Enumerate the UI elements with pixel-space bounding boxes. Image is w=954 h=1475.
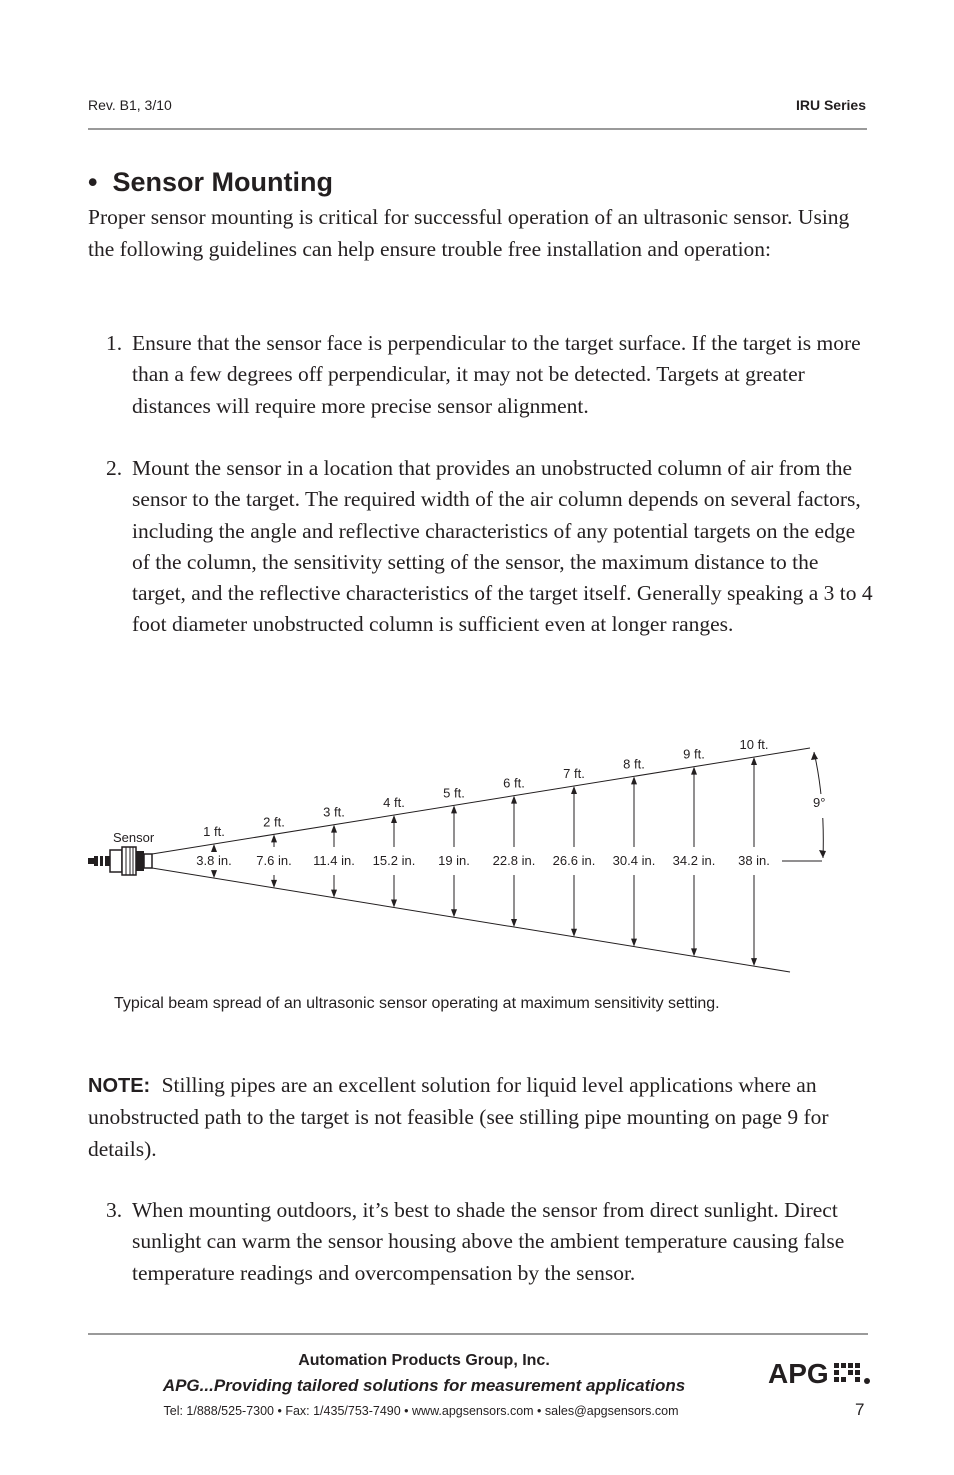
spread-label: 38 in. — [738, 853, 770, 868]
arrowhead-down — [211, 870, 217, 878]
page-number: 7 — [855, 1400, 865, 1419]
distance-label: 10 ft. — [739, 737, 769, 753]
arrowhead-down — [391, 899, 397, 907]
series-label: IRU Series — [795, 97, 866, 113]
company-name: Automation Products Group, Inc. — [298, 1352, 550, 1369]
distance-label: 9 ft. — [683, 746, 705, 762]
arrowhead-up — [571, 786, 577, 794]
note-paragraph — [88, 1070, 878, 1165]
angle-arrow-top — [811, 752, 818, 760]
arrowhead-up — [331, 825, 337, 833]
list-item-text: When mounting outdoors, it’s best to shade the sensor from direct sunlight. Direct sunlight can warm the sensor housing above the ambient temperature causing false temperature readings and overcompensation by the sensor. — [132, 1198, 845, 1285]
arrowhead-down — [331, 890, 337, 898]
arrowhead-up — [751, 757, 757, 765]
distance-label: 4 ft. — [383, 795, 405, 811]
arrowhead-up — [211, 844, 217, 852]
spread-label: 7.6 in. — [256, 853, 292, 868]
logo-grid-mark — [834, 1363, 870, 1384]
arrowhead-down — [751, 958, 757, 966]
arrowhead-up — [631, 776, 637, 784]
spread-label: 22.8 in. — [492, 853, 536, 868]
diagram-caption: Typical beam spread of an ultrasonic sensor operating at maximum sensitivity setting. — [114, 995, 720, 1012]
arrowhead-up — [391, 815, 397, 823]
list-item — [106, 453, 876, 641]
arrowhead-up — [691, 767, 697, 775]
distance-label: 5 ft. — [443, 785, 465, 801]
spread-label: 3.8 in. — [196, 853, 232, 868]
list-item — [106, 1195, 876, 1289]
list-item-number: 2. — [106, 456, 123, 480]
logo-text: APG — [768, 1358, 829, 1389]
company-tagline: APG...Providing tailored solutions for measurement applications — [162, 1376, 686, 1395]
sensor-graphic — [88, 847, 152, 875]
spread-label: 30.4 in. — [612, 853, 656, 868]
intro-paragraph: Proper sensor mounting is critical for successful operation of an ultrasonic sensor. Using the following guidelines can help ensure trouble free installation and operation: — [88, 205, 850, 261]
arrowhead-up — [511, 796, 517, 804]
list-item-number: 3. — [106, 1198, 123, 1222]
arrowhead-down — [511, 919, 517, 927]
sensor-label: Sensor — [113, 830, 155, 845]
footer-divider — [88, 1333, 868, 1335]
bullet: • — [88, 167, 98, 197]
arrowhead-down — [271, 880, 277, 888]
header-divider — [88, 128, 867, 130]
spread-label: 15.2 in. — [372, 853, 416, 868]
revision-label: Rev. B1, 3/10 — [88, 97, 172, 113]
distance-label: 6 ft. — [503, 775, 525, 791]
spread-label: 26.6 in. — [552, 853, 596, 868]
angle-arrow-bottom — [819, 850, 826, 858]
spread-label: 19 in. — [438, 853, 470, 868]
contact-info: Tel: 1/888/525-7300 • Fax: 1/435/753-7490 • www.apgsensors.com • sales@apgsensors.com — [163, 1404, 679, 1418]
list-item — [106, 328, 876, 422]
arrowhead-up — [451, 805, 457, 813]
distance-label: 1 ft. — [203, 824, 225, 840]
spread-label: 34.2 in. — [672, 853, 716, 868]
spread-label: 11.4 in. — [313, 853, 355, 868]
beam-spread-diagram — [80, 720, 840, 990]
distance-label: 7 ft. — [563, 766, 585, 782]
arrowhead-down — [631, 939, 637, 947]
note-label: NOTE: — [88, 1075, 151, 1097]
note-text: Stilling pipes are an excellent solution for liquid level applications where an unobstructed path to the target is not feasible (see stilling pipe mounting on page 9 for details). — [88, 1073, 829, 1161]
angle-label: 9° — [813, 795, 826, 810]
section-title-text: Sensor Mounting — [112, 167, 333, 197]
list-item-text: Ensure that the sensor face is perpendicular to the target surface. If the target is more than a few degrees off perpendicular, it may not be detected. Targets at greater distances will require more precise sensor alignment. — [132, 331, 861, 418]
list-item-number: 1. — [106, 331, 123, 355]
beam-upper-edge — [152, 748, 810, 854]
arrowhead-up — [271, 834, 277, 842]
arrowhead-down — [571, 929, 577, 937]
distance-label: 2 ft. — [263, 814, 285, 830]
arrowhead-down — [451, 909, 457, 917]
list-item-text: Mount the sensor in a location that provides an unobstructed column of air from the sensor to the target. The required width of the air column depends on several factors, including the angle and reflective characteristics of any potential targets on the edge of the column, the sensitivity setting of the sensor, the maximum distance to the target, and the reflective characteristics of the target itself. Generally speaking a 3 to 4 foot diameter unobstructed column is sufficient even at longer ranges. — [132, 456, 873, 637]
section-title — [88, 167, 333, 198]
arrowhead-down — [691, 948, 697, 956]
distance-label: 8 ft. — [623, 756, 645, 772]
apg-logo — [768, 1357, 876, 1389]
distance-label: 3 ft. — [323, 804, 345, 820]
